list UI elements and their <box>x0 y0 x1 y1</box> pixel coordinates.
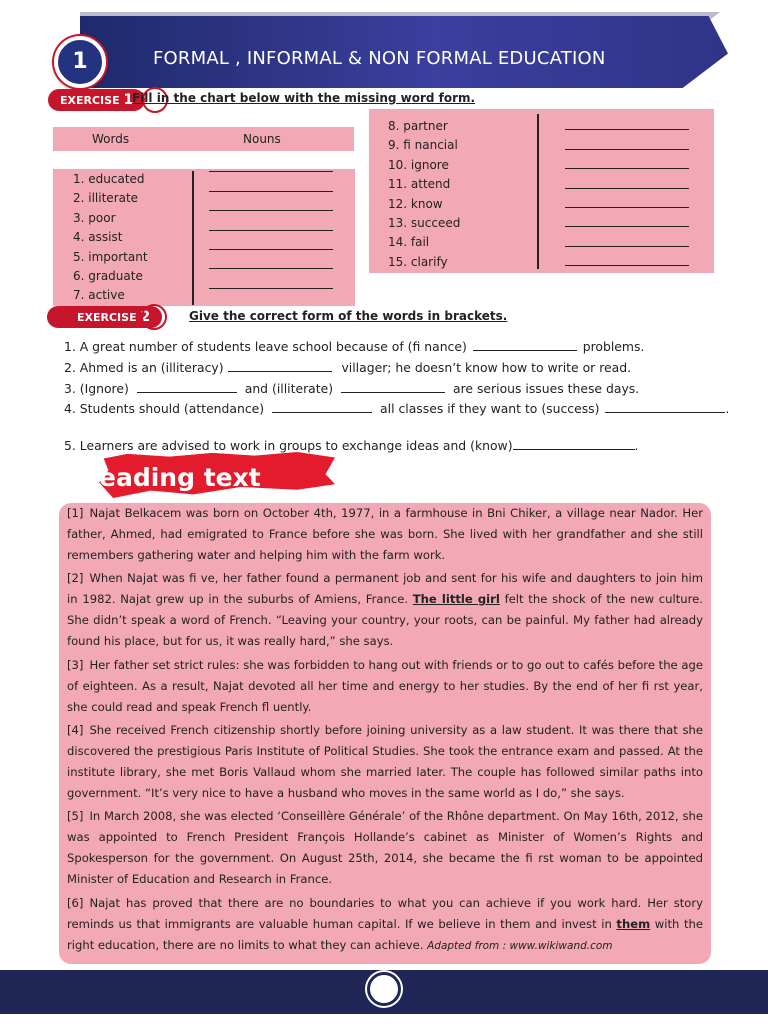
list-item: 2. illiterate <box>73 191 139 206</box>
exercise-1-instruction: Fill in the chart below with the missing word form. <box>132 91 476 105</box>
list-item: 8. partner <box>388 119 448 133</box>
paragraph-4: [4] She received French citizenship shortly before joining university as a law student. It was there that she discovered the prestigious Paris Institute of Political Studies. She took the entrance exam and passed. At the institute library, she met Boris Vallaud whom she married later. The couple has followed similar paths into government. “It’s very nice to have a husband who moves in the same world as I do,” she says. <box>67 723 703 800</box>
exercise-1-label <box>48 89 145 111</box>
column-nouns-header: Nouns <box>243 132 281 146</box>
words-table-header <box>53 127 354 151</box>
list-item: 3. poor <box>73 210 116 225</box>
sentence-3: 3. (Ignore) and (illiterate) are serious issues these days. <box>64 381 640 396</box>
exercise-2-ring <box>141 304 167 330</box>
paragraph-1: [1] Najat Belkacem was born on October 4th, 1977, in a farmhouse in Bni Chiker, a village near Nador. Her father, Ahmed, had emigrated to France before she was born. She lived with her grandfather and she still remembers gathering water and helping him with the farm work. <box>67 506 703 562</box>
list-item: 4. assist <box>73 230 123 245</box>
answer-blank[interactable] <box>513 438 635 450</box>
column-words-header: Words <box>92 132 130 146</box>
paragraph-3: [3] Her father set strict rules: she was forbidden to hang out with friends or to go out to cafés before the age of eighteen. As a result, Najat devoted all her time and energy to her studies. By the end of her fi rst year, she could read and speak French fl uently. <box>67 658 703 714</box>
list-item: 5. important <box>73 249 148 264</box>
list-item: 6. graduate <box>73 268 143 283</box>
source-credit: Adapted from : www.wikiwand.com <box>427 940 613 952</box>
list-item: 12. know <box>388 196 443 211</box>
sentence-1: 1. A great number of students leave school because of (fi nance) problems. <box>64 339 645 354</box>
paragraph-6: [6] Najat has proved that there are no boundaries to what you can achieve if you work hard. Her story reminds us that immigrants are valuable human capital. If we believe in them and invest in them with the right education, there are no limits to what they can achieve. Adapted from : www.wikiwand.com <box>67 896 704 952</box>
exercise-2-number: 2 <box>140 309 151 325</box>
answer-blanks-left <box>209 153 333 289</box>
list-item: 9. fi nancial <box>388 138 458 153</box>
answer-blank[interactable] <box>605 401 725 413</box>
paragraph-5: [5] In March 2008, she was elected ‘Conseillère Générale’ of the Rhône department. On May 16th, 2012, she was appointed to French President François Hollande’s cabinet as Minister of Women’s Rights and Spokesperson for the government. On August 25th, 2014, she became the fi rst woman to be appointed Minister of Education and Research in France. <box>67 809 703 886</box>
underlined-word: them <box>616 917 651 931</box>
answer-blank[interactable] <box>565 208 689 227</box>
reading-title: eading text <box>99 463 261 492</box>
word-list-left <box>73 170 148 306</box>
answer-blank[interactable] <box>341 381 445 393</box>
sentence-4: 4. Students should (attendance) all classes if they want to (success) . <box>64 401 730 416</box>
answer-blanks-right <box>565 111 689 266</box>
answer-blank[interactable] <box>565 227 689 246</box>
answer-blank[interactable] <box>228 360 332 372</box>
answer-blank[interactable] <box>565 169 689 188</box>
list-item: 10. ignore <box>388 157 449 172</box>
paragraph-2: [2] When Najat was fi ve, her father found a permanent job and sent for his wife and daughters to join him in 1982. Najat grew up in the suburbs of Amiens, France. The little girl felt the shock of the new culture. She didn’t speak a word of French. “Leaving your country, your roots, can be painful. My father had already found his place, but for us, it was really hard,” she says. <box>67 571 703 648</box>
page-title: FORMAL , INFORMAL & NON FORMAL EDUCATION <box>153 48 606 69</box>
answer-blank[interactable] <box>565 150 689 169</box>
sentence-2: 2. Ahmed is an (illiteracy) villager; he doesn’t know how to write or read. <box>64 360 632 375</box>
answer-blank[interactable] <box>209 269 333 288</box>
exercise-2-label-text: EXERCISE <box>77 311 137 324</box>
table-divider <box>537 114 539 269</box>
sentence-5: 5. Learners are advised to work in groups to exchange ideas and (know) . <box>64 438 639 453</box>
answer-blank[interactable] <box>272 401 372 413</box>
answer-blank[interactable] <box>209 250 333 269</box>
answer-blank[interactable] <box>473 339 577 351</box>
words-table-left <box>53 169 355 306</box>
list-item: 15. clarify <box>388 254 448 269</box>
words-table-right <box>369 109 714 273</box>
list-item: 7. active <box>73 288 125 303</box>
table-divider <box>192 171 194 305</box>
answer-blank[interactable] <box>209 231 333 250</box>
list-item: 14. fail <box>388 235 430 250</box>
answer-blank[interactable] <box>209 192 333 211</box>
exercise-1-label-text: EXERCISE <box>60 94 120 107</box>
page-number-circle <box>367 972 401 1006</box>
lesson-number-badge: 1 <box>54 36 106 88</box>
answer-blank[interactable] <box>209 211 333 230</box>
answer-blank[interactable] <box>565 111 689 130</box>
exercise-1-number: 1 <box>123 92 134 108</box>
answer-blank[interactable] <box>209 172 333 191</box>
answer-blank[interactable] <box>565 189 689 208</box>
list-item: 11. attend <box>388 177 451 192</box>
answer-blank[interactable] <box>565 130 689 149</box>
answer-blank[interactable] <box>137 381 237 393</box>
exercise-2-instruction: Give the correct form of the words in brackets. <box>189 309 508 323</box>
word-list-right <box>388 117 460 272</box>
underlined-phrase: The little girl <box>412 592 500 606</box>
list-item: 13. succeed <box>388 215 461 230</box>
answer-blank[interactable] <box>565 247 689 266</box>
list-item: 1. educated <box>73 172 145 186</box>
answer-blank[interactable] <box>209 153 333 172</box>
